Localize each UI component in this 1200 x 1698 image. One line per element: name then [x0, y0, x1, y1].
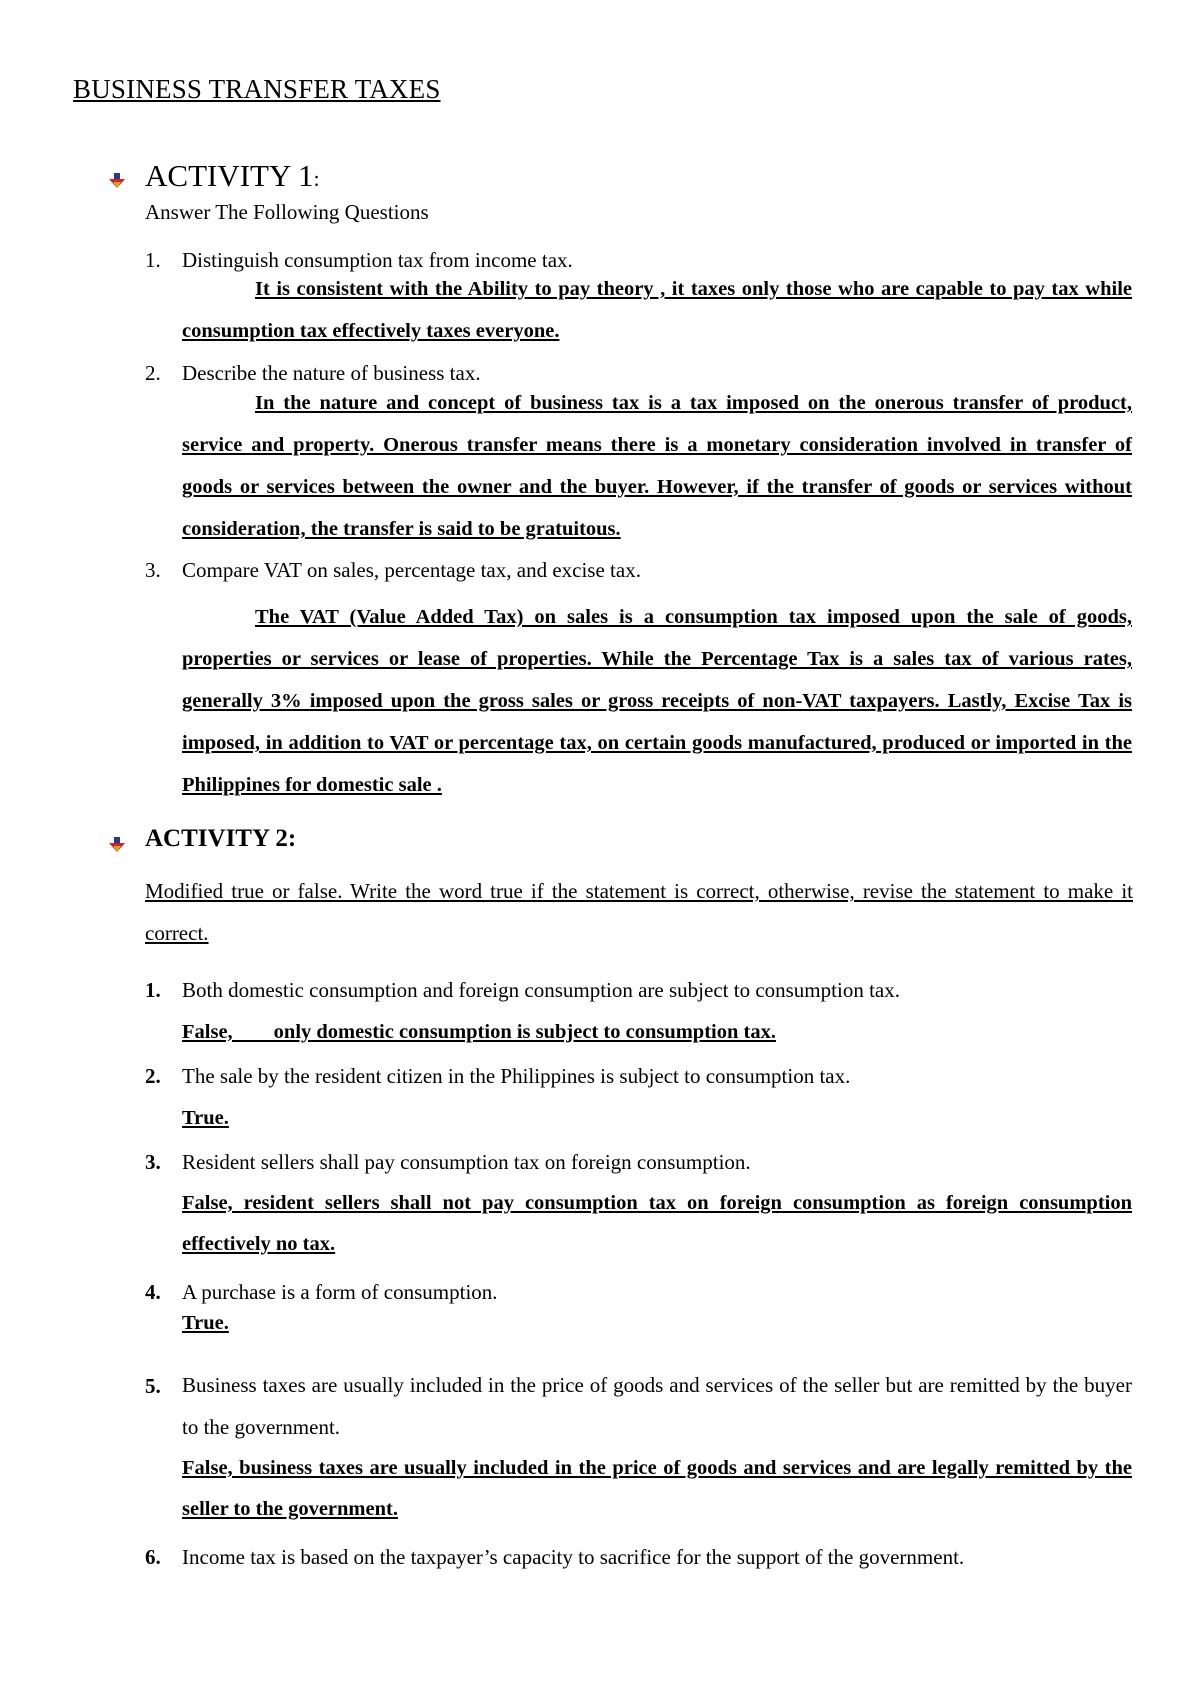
arrow-down-bullet-icon — [108, 173, 126, 189]
question-number: 2. — [145, 361, 161, 385]
question-text: Distinguish consumption tax from income tax. — [182, 248, 573, 272]
activity-1-intro: Answer The Following Questions — [145, 200, 429, 224]
question-text: Describe the nature of business tax. — [182, 361, 481, 385]
item-number: 2. — [145, 1064, 161, 1088]
item-answer: True. — [182, 1107, 229, 1129]
item-number: 5. — [145, 1374, 161, 1398]
answer-text: It is consistent with the Ability to pay theory , it taxes only those who are capable to pay tax while consumption tax effectively taxes everyone. — [182, 278, 1132, 342]
item-answer: False, business taxes are usually included in the price of goods and services and are legally remitted by the seller to the government. — [182, 1457, 1132, 1520]
item-number: 3. — [145, 1150, 161, 1174]
activity-2-instruction: Modified true or false. Write the word true if the statement is correct, otherwise, revise the statement to make it correct. — [145, 879, 1133, 945]
arrow-down-bullet-icon — [108, 837, 126, 853]
item-answer: False, resident sellers shall not pay consumption tax on foreign consumption as foreign consumption effectively no tax. — [182, 1192, 1132, 1255]
item-answer: True. — [182, 1312, 229, 1334]
item-statement: Both domestic consumption and foreign consumption are subject to consumption tax. — [182, 978, 900, 1002]
answer-text: In the nature and concept of business tax is a tax imposed on the onerous transfer of product, service and property. Onerous transfer means there is a monetary consideration involved in transfer of goods or services between the owner and the buyer. However, if the transfer of goods or services without consideration, the transfer is said to be gratuitous. — [182, 392, 1132, 540]
item-statement: A purchase is a form of consumption. — [182, 1280, 498, 1304]
document-title: BUSINESS TRANSFER TAXES — [73, 74, 441, 104]
question-number: 1. — [145, 248, 161, 272]
activity-1-heading-text: ACTIVITY 1 — [145, 158, 314, 193]
answer-text: The VAT (Value Added Tax) on sales is a consumption tax imposed upon the sale of goods, properties or services or lease of properties. While the Percentage Tax is a sales tax of various rates, generally 3% imposed upon the gross sales or gross receipts of non-VAT taxpayers. Lastly, Excise Tax is imposed, in addition to VAT or percentage tax, on certain goods manufactured, produced or imported in the Philippines for domestic sale . — [182, 606, 1132, 796]
item-statement: Income tax is based on the taxpayer’s capacity to sacrifice for the support of the government. — [182, 1545, 965, 1569]
item-number: 1. — [145, 978, 161, 1002]
item-statement: The sale by the resident citizen in the Philippines is subject to consumption tax. — [182, 1064, 851, 1088]
question-text: Compare VAT on sales, percentage tax, and excise tax. — [182, 558, 641, 582]
activity-1-heading — [145, 158, 320, 194]
item-number: 6. — [145, 1545, 161, 1569]
activity-2-heading: ACTIVITY 2: — [145, 825, 297, 852]
item-number: 4. — [145, 1280, 161, 1304]
item-answer: False, only domestic consumption is subject to consumption tax. — [182, 1021, 776, 1043]
item-statement: Resident sellers shall pay consumption tax on foreign consumption. — [182, 1150, 751, 1174]
item-statement: Business taxes are usually included in the price of goods and services of the seller but are remitted by the buyer to the government. — [182, 1373, 1132, 1439]
activity-1-heading-colon: : — [313, 166, 320, 191]
question-number: 3. — [145, 558, 161, 582]
